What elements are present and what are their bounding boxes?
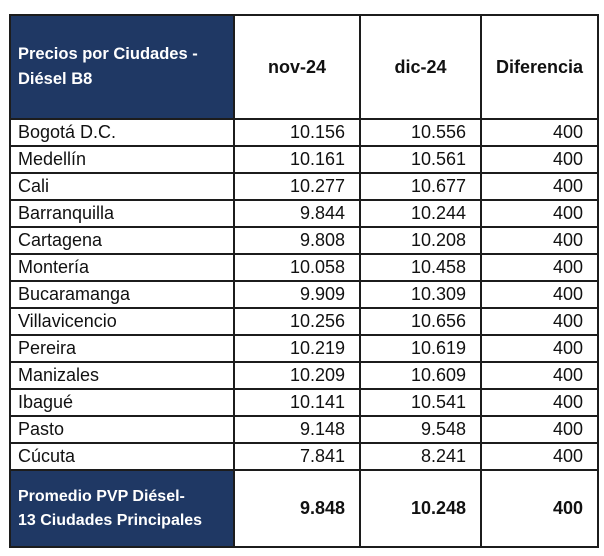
city-cell: Bucaramanga xyxy=(10,281,234,308)
nov-value-cell: 10.209 xyxy=(234,362,360,389)
diff-value-cell: 400 xyxy=(481,362,598,389)
dic-value-cell: 9.548 xyxy=(360,416,481,443)
table-row xyxy=(10,389,598,416)
dic-value-cell: 10.656 xyxy=(360,308,481,335)
diff-value-cell: 400 xyxy=(481,308,598,335)
table-row xyxy=(10,281,598,308)
nov-value-cell: 7.841 xyxy=(234,443,360,470)
table-row xyxy=(10,200,598,227)
column-header-diferencia: Diferencia xyxy=(481,15,598,119)
dic-value-cell: 10.541 xyxy=(360,389,481,416)
diff-value-cell: 400 xyxy=(481,254,598,281)
city-cell: Cali xyxy=(10,173,234,200)
table-title-line2: Diésel B8 xyxy=(18,70,93,88)
table-row xyxy=(10,362,598,389)
summary-label xyxy=(10,470,234,547)
diff-value-cell: 400 xyxy=(481,173,598,200)
city-cell: Montería xyxy=(10,254,234,281)
diff-value-cell: 400 xyxy=(481,227,598,254)
summary-label-line2: 13 Ciudades Principales xyxy=(18,511,203,529)
diff-value-cell: 400 xyxy=(481,146,598,173)
diff-value-cell: 400 xyxy=(481,443,598,470)
table-row xyxy=(10,173,598,200)
dic-value-cell: 10.561 xyxy=(360,146,481,173)
city-cell: Pasto xyxy=(10,416,234,443)
city-cell: Cartagena xyxy=(10,227,234,254)
table-row xyxy=(10,416,598,443)
diff-value-cell: 400 xyxy=(481,200,598,227)
summary-row xyxy=(10,470,598,547)
dic-value-cell: 10.309 xyxy=(360,281,481,308)
diff-value-cell: 400 xyxy=(481,389,598,416)
nov-value-cell: 10.058 xyxy=(234,254,360,281)
summary-label-line1: Promedio PVP Diésel- xyxy=(18,487,185,505)
table-row xyxy=(10,443,598,470)
table-title xyxy=(10,15,234,119)
dic-value-cell: 8.241 xyxy=(360,443,481,470)
city-cell: Barranquilla xyxy=(10,200,234,227)
city-cell: Manizales xyxy=(10,362,234,389)
nov-value-cell: 10.277 xyxy=(234,173,360,200)
prices-table xyxy=(9,14,599,548)
summary-diff-value: 400 xyxy=(481,470,598,547)
table-row xyxy=(10,308,598,335)
nov-value-cell: 9.844 xyxy=(234,200,360,227)
city-cell: Cúcuta xyxy=(10,443,234,470)
header-row xyxy=(10,15,598,119)
city-cell: Medellín xyxy=(10,146,234,173)
city-cell: Villavicencio xyxy=(10,308,234,335)
nov-value-cell: 10.161 xyxy=(234,146,360,173)
table-row xyxy=(10,146,598,173)
diff-value-cell: 400 xyxy=(481,281,598,308)
table-row xyxy=(10,227,598,254)
nov-value-cell: 10.141 xyxy=(234,389,360,416)
table-title-line1: Precios por Ciudades - xyxy=(18,45,198,64)
dic-value-cell: 10.619 xyxy=(360,335,481,362)
column-header-nov-24: nov-24 xyxy=(234,15,360,119)
table-row xyxy=(10,119,598,146)
nov-value-cell: 10.256 xyxy=(234,308,360,335)
dic-value-cell: 10.244 xyxy=(360,200,481,227)
dic-value-cell: 10.208 xyxy=(360,227,481,254)
nov-value-cell: 10.156 xyxy=(234,119,360,146)
table-body xyxy=(10,119,598,470)
city-cell: Ibagué xyxy=(10,389,234,416)
nov-value-cell: 10.219 xyxy=(234,335,360,362)
diff-value-cell: 400 xyxy=(481,416,598,443)
nov-value-cell: 9.148 xyxy=(234,416,360,443)
nov-value-cell: 9.909 xyxy=(234,281,360,308)
dic-value-cell: 10.458 xyxy=(360,254,481,281)
summary-nov-value: 9.848 xyxy=(234,470,360,547)
diff-value-cell: 400 xyxy=(481,335,598,362)
city-cell: Pereira xyxy=(10,335,234,362)
dic-value-cell: 10.609 xyxy=(360,362,481,389)
diff-value-cell: 400 xyxy=(481,119,598,146)
summary-dic-value: 10.248 xyxy=(360,470,481,547)
dic-value-cell: 10.556 xyxy=(360,119,481,146)
table-row xyxy=(10,335,598,362)
nov-value-cell: 9.808 xyxy=(234,227,360,254)
city-cell: Bogotá D.C. xyxy=(10,119,234,146)
dic-value-cell: 10.677 xyxy=(360,173,481,200)
table-row xyxy=(10,254,598,281)
column-header-dic-24: dic-24 xyxy=(360,15,481,119)
